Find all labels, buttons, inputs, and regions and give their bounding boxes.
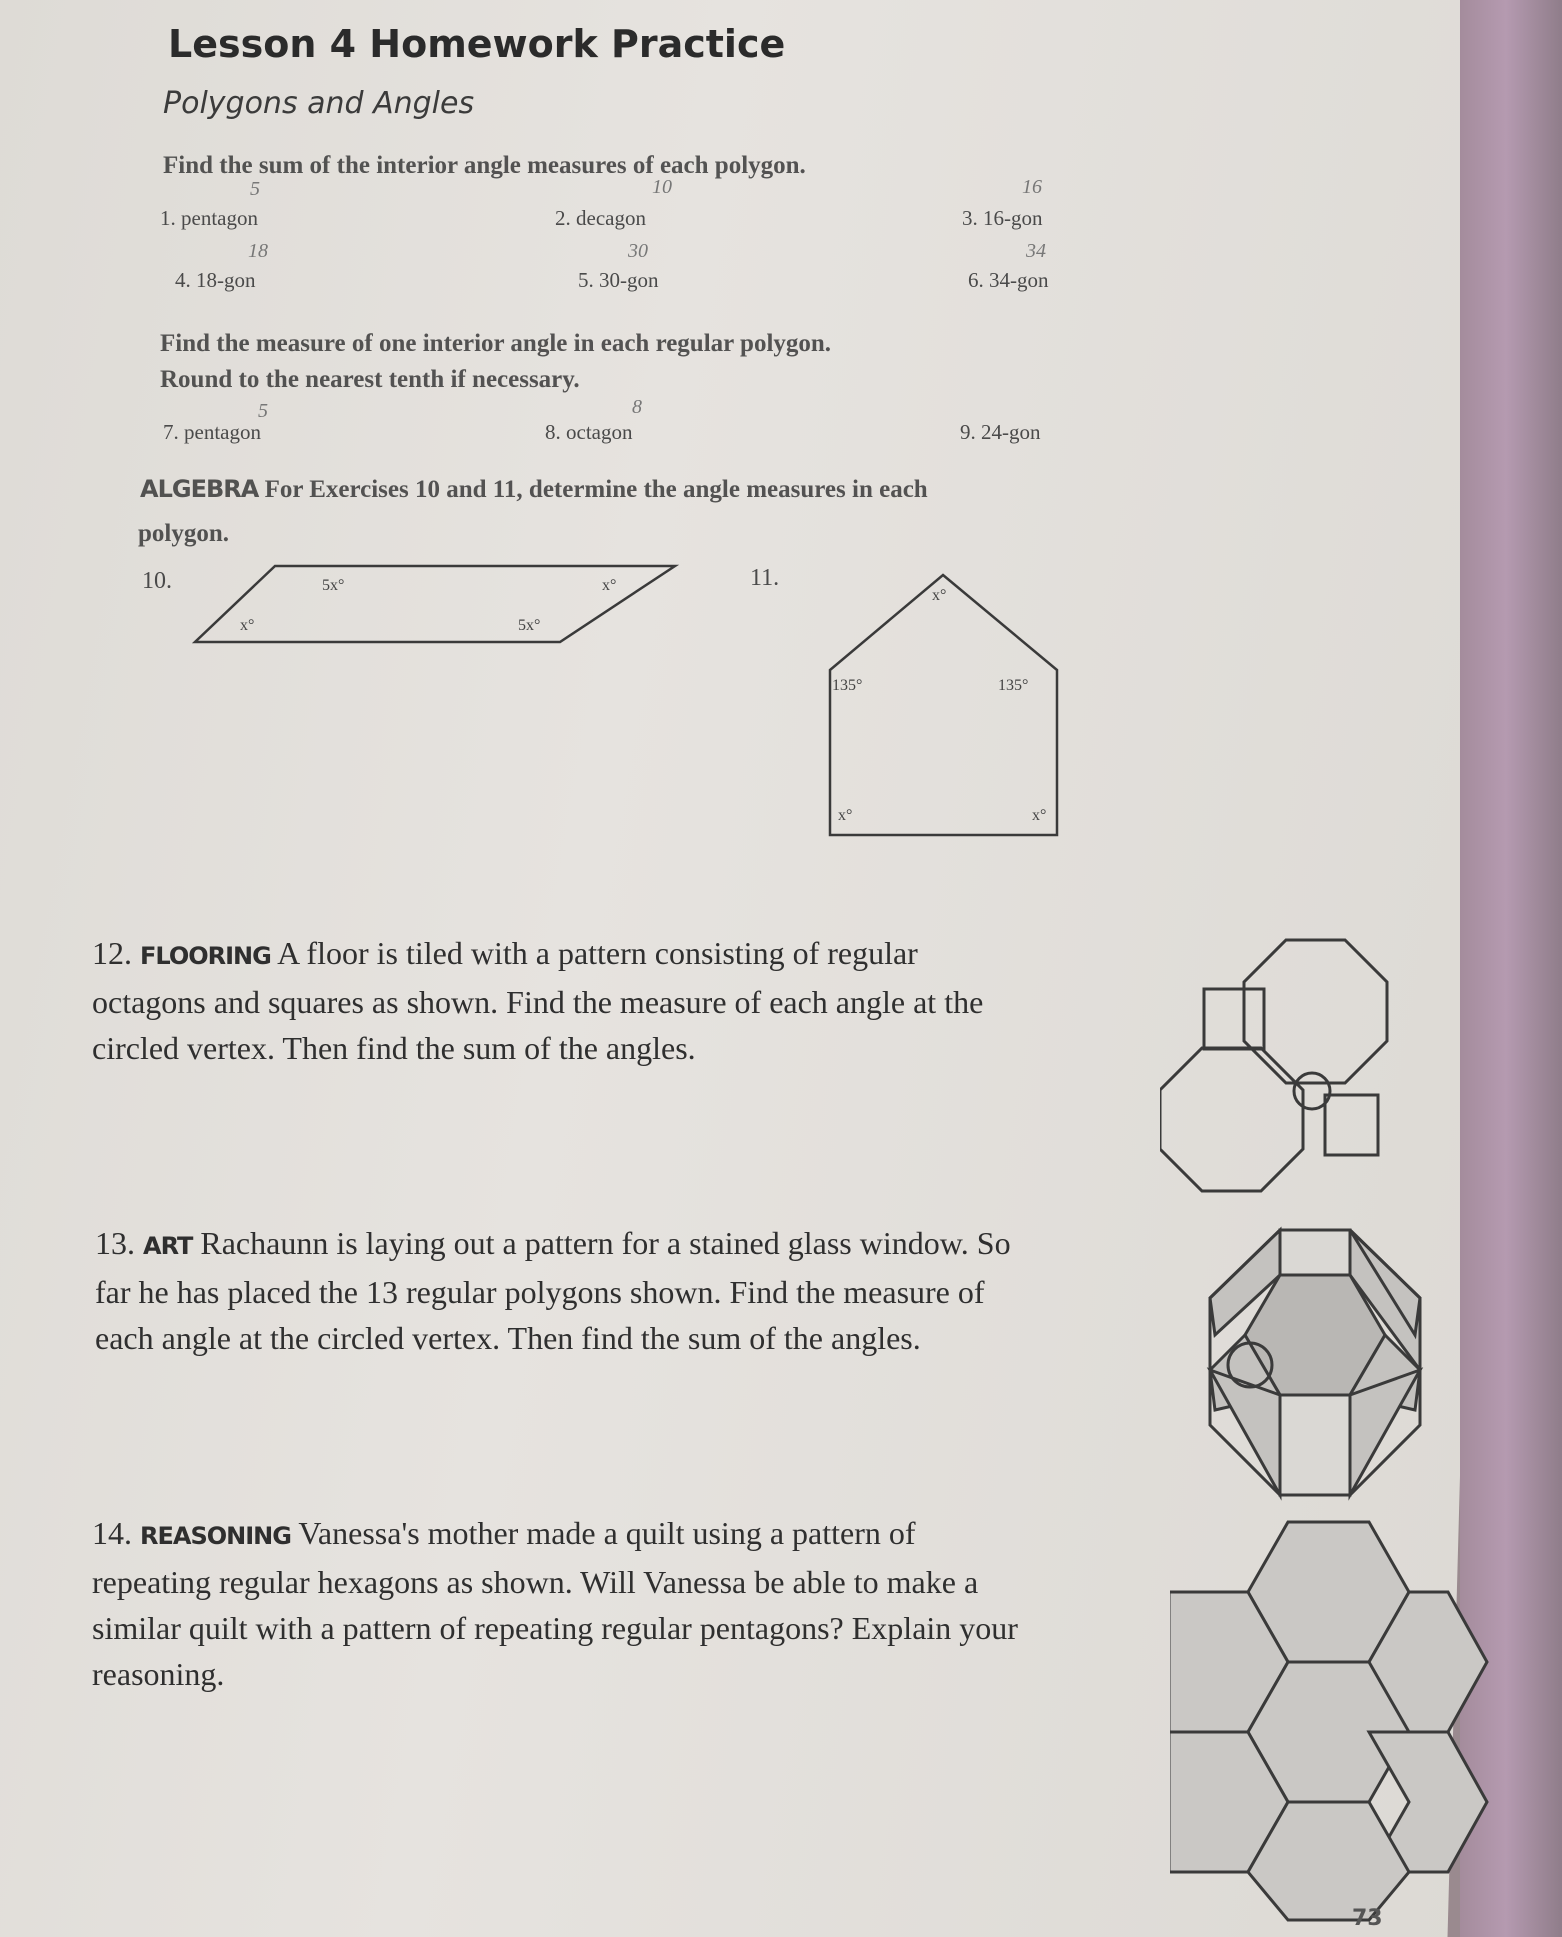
section3-instruction: ALGEBRA For Exercises 10 and 11, determine the angle measures in each bbox=[140, 475, 928, 503]
exercise-10-number: 10. bbox=[142, 568, 172, 594]
hexagon-quilt-figure bbox=[1170, 1515, 1515, 1930]
page-subtitle: Polygons and Angles bbox=[163, 86, 475, 121]
exercise-2: 2. decagon bbox=[555, 206, 646, 230]
problem-12: 12. FLOORING A floor is tiled with a pattern consisting of regular octagons and squares as shown. Find the measure of each angle at the circled vertex. Then find the sum of the angles. bbox=[92, 935, 984, 1066]
angle-label: x° bbox=[1032, 807, 1047, 824]
exercise-7: 7. pentagon bbox=[163, 420, 261, 444]
page-number: 73 bbox=[1352, 1906, 1383, 1931]
handwritten-note: 8 bbox=[632, 396, 642, 418]
problem-14: 14. REASONING Vanessa's mother made a quilt using a pattern of repeating regular hexagons as shown. Will Vanessa be able to make a similar quilt with a pattern of repeating regular pentagons? Explain your reasoning. bbox=[92, 1515, 1018, 1692]
angle-label: x° bbox=[602, 577, 617, 594]
angle-label: 5x° bbox=[322, 577, 345, 594]
handwritten-note: 10 bbox=[652, 176, 672, 198]
circled-vertex bbox=[1294, 1073, 1330, 1109]
exercise-3: 3. 16-gon bbox=[962, 206, 1043, 230]
handwritten-note: 5 bbox=[258, 400, 268, 422]
parallelogram-figure bbox=[190, 560, 690, 660]
angle-label: 135° bbox=[998, 677, 1029, 694]
angle-label: x° bbox=[240, 617, 255, 634]
angle-label: 135° bbox=[832, 677, 863, 694]
section3-instruction-cont: polygon. bbox=[138, 520, 230, 547]
handwritten-note: 34 bbox=[1026, 240, 1046, 262]
angle-label: 5x° bbox=[518, 617, 541, 634]
exercise-9: 9. 24-gon bbox=[960, 420, 1041, 444]
angle-label: x° bbox=[932, 587, 947, 604]
page-title: Lesson 4 Homework Practice bbox=[168, 22, 786, 66]
section2-instruction: Find the measure of one interior angle in each regular polygon. bbox=[160, 330, 832, 357]
exercise-1: 1. pentagon bbox=[160, 206, 258, 230]
section2-instruction-cont: Round to the nearest tenth if necessary. bbox=[160, 366, 580, 393]
stained-glass-figure bbox=[1180, 1225, 1450, 1505]
handwritten-note: 16 bbox=[1022, 176, 1042, 198]
algebra-label: ALGEBRA bbox=[140, 475, 259, 503]
pentagon-figure bbox=[810, 560, 1080, 850]
handwritten-note: 18 bbox=[248, 240, 268, 262]
angle-label: x° bbox=[838, 807, 853, 824]
octagon-square-tiling-figure bbox=[1160, 935, 1430, 1210]
exercise-5: 5. 30-gon bbox=[578, 268, 659, 292]
exercise-6: 6. 34-gon bbox=[968, 268, 1049, 292]
exercise-4: 4. 18-gon bbox=[175, 268, 256, 292]
exercise-11-number: 11. bbox=[750, 565, 780, 591]
handwritten-note: 30 bbox=[628, 240, 648, 262]
exercise-8: 8. octagon bbox=[545, 420, 633, 444]
handwritten-note: 5 bbox=[250, 178, 260, 200]
problem-13: 13. ART Rachaunn is laying out a pattern for a stained glass window. So far he has placed the 13 regular polygons shown. Find the measure of each angle at the circled vertex. Then find the sum of the angles. bbox=[95, 1225, 1011, 1356]
section1-instruction: Find the sum of the interior angle measures of each polygon. bbox=[163, 152, 806, 179]
